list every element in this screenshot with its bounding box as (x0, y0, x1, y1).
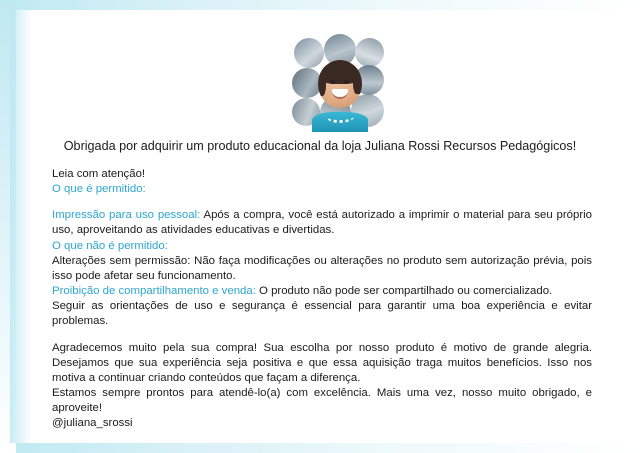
not-allowed-title: O que não é permitido: (52, 239, 168, 252)
photo-collage (292, 34, 386, 132)
smile (332, 89, 348, 99)
portrait-face (318, 60, 362, 108)
decorative-top-gradient (0, 0, 640, 10)
safety-text: Seguir as orientações de uso e segurança é essencial para garantir uma boa experiência e evitar problemas. (52, 300, 592, 328)
spacer (52, 330, 592, 341)
hair-left (318, 62, 326, 96)
decorative-bottom-gradient (0, 443, 640, 453)
necklace (326, 110, 354, 123)
closing-text: Estamos sempre prontos para atendê-lo(a) com excelência. Mais uma vez, nosso muito obrigado, e aproveite! (52, 387, 592, 415)
allowed-title: O que é permitido: (52, 183, 146, 196)
attention-note: Leia com atenção! (52, 168, 146, 180)
no-sharing-paragraph (52, 284, 592, 299)
eye-left (330, 80, 335, 84)
allowed-label: Impressão para uso pessoal: (52, 209, 201, 222)
spacer (52, 197, 592, 208)
decorative-left-inner-gradient (10, 10, 32, 443)
document-body (52, 167, 592, 432)
no-changes-text: Alterações sem permissão: Não faça modificações ou alterações no produto sem autorização prévia, pois isso pode afetar seu funcionamento. (52, 254, 592, 282)
no-sharing-text: O produto não pode ser compartilhado ou comercializado. (255, 285, 553, 298)
eye-right (344, 80, 349, 84)
social-handle: @juliana_srossi (52, 417, 133, 430)
thanks-text: Agradecemos muito pela sua compra! Sua escolha por nosso produto é motivo de grande alegria. Desejamos que sua experiência seja positiva e que essa aquisição traga muitos benefícios. Isso nos motiva a continuar criando conteúdos que façam a diferença. (52, 341, 592, 384)
no-sharing-label: Proibição de compartilhamento e venda: (52, 285, 256, 298)
allowed-text: Após a compra, você está autorizado a imprimir o material para seu próprio uso, aproveitando as atividades educativas e divertidas. (52, 209, 592, 237)
page-title: Obrigada por adquirir um produto educacional da loja Juliana Rossi Recursos Pedagógicos! (63, 139, 577, 153)
hair-right (353, 62, 362, 94)
allowed-paragraph (52, 208, 592, 238)
